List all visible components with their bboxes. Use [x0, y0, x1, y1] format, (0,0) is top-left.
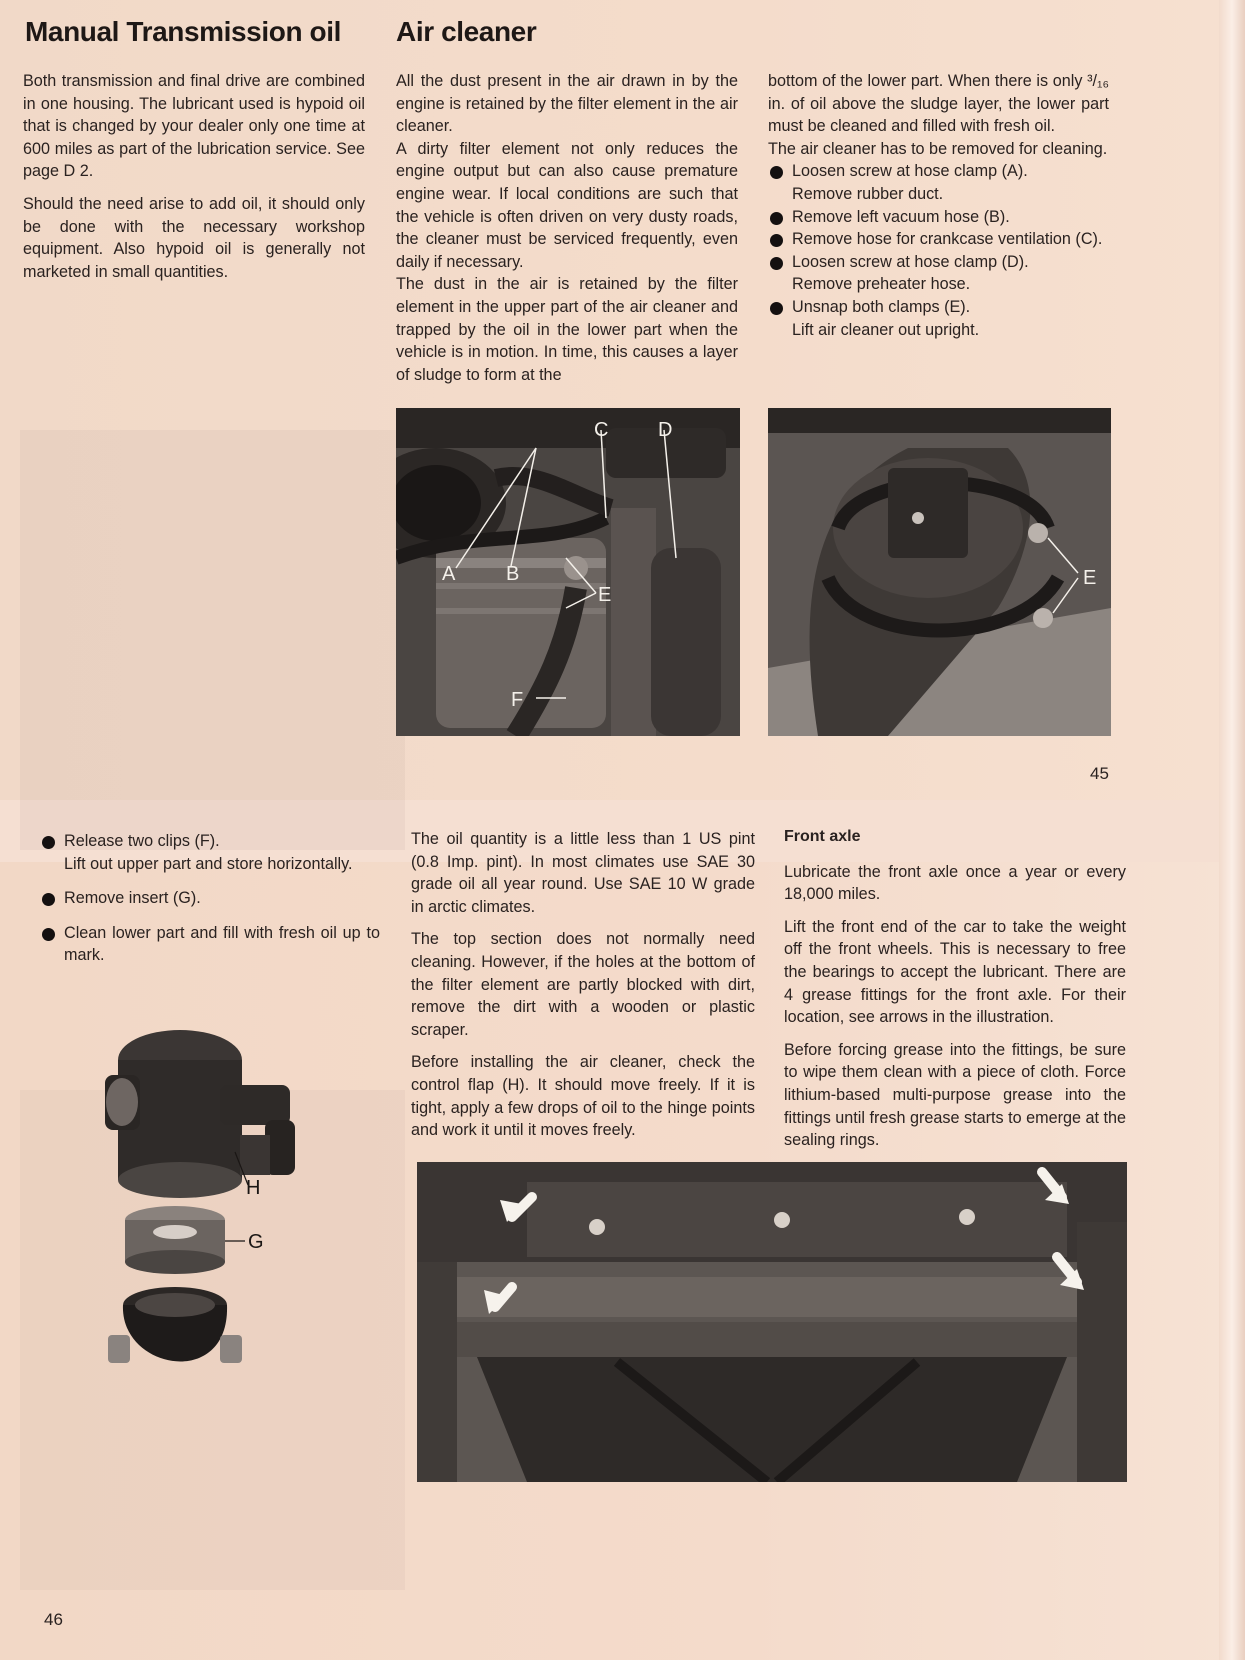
- step-item: Remove hose for crankcase ventilation (C).: [768, 228, 1109, 251]
- step-item: Loosen screw at hose clamp (D). Remove preheater hose.: [768, 251, 1109, 296]
- step-item: Clean lower part and fill with fresh oil up to mark.: [40, 922, 380, 967]
- step-item: Remove insert (G).: [40, 887, 380, 910]
- transmission-paragraph: Both transmission and final drive are combined in one housing. The lubricant used is hypoid oil that is changed by your dealer only one time at 600 miles as part of the lubrication service. See page D 2.: [23, 72, 365, 181]
- step-item: Release two clips (F). Lift out upper part and store horizontally.: [40, 830, 380, 875]
- cleaning-steps: [40, 830, 380, 967]
- air-cleaner-paragraph: All the dust present in the air drawn in by the engine is retained by the filter element in the air cleaner.: [396, 72, 738, 136]
- transmission-heading: Manual Transmission oil: [25, 16, 341, 47]
- label-a: A: [442, 563, 456, 585]
- air-cleaner-exploded-drawing: [100, 1020, 300, 1415]
- air-cleaner-column-1: [396, 70, 738, 386]
- air-cleaner-paragraph: The dust in the air is retained by the filter element in the upper part of the air cleaner and trapped by the oil in the lower part when the vehicle is in motion. In time, this causes a layer of sludge to form at the: [396, 275, 738, 384]
- front-axle-column: [784, 826, 1126, 1162]
- label-e: E: [1083, 567, 1097, 589]
- step-item: Unsnap both clamps (E). Lift air cleaner out upright.: [768, 296, 1109, 341]
- label-c: C: [594, 419, 609, 441]
- front-axle-paragraph: Lift the front end of the car to take the weight off the front wheels. This is necessary to free the bearings to accept the lubricant. There are 4 grease fittings for the front axle. For their location, see arrows in the illustration.: [784, 917, 1126, 1027]
- page-number-bottom: 46: [44, 1610, 63, 1629]
- oil-paragraph: Before installing the air cleaner, check the control flap (H). It should move freely. If it is tight, apply a few drops of oil to the hinge points and work it until it moves freely.: [411, 1053, 755, 1140]
- label-d: D: [658, 419, 673, 441]
- bottom-steps-column: [40, 830, 380, 967]
- air-cleaner-heading: Air cleaner: [396, 16, 537, 47]
- step-item: Remove left vacuum hose (B).: [768, 206, 1109, 229]
- front-axle-photo: [417, 1162, 1127, 1482]
- oil-paragraph: The oil quantity is a little less than 1 US pint (0.8 Imp. pint). In most climates use SAE 30 grade oil all year round. Use SAE 10 W grade in arctic climates.: [411, 830, 755, 916]
- page-edge: [1219, 0, 1245, 1660]
- label-e: E: [598, 584, 612, 606]
- label-b: B: [506, 563, 520, 585]
- air-cleaner-paragraph: A dirty filter element not only reduces the engine output but can also cause premature engine wear. If local conditions are such that the vehicle is often driven on very dusty roads, the cleaner must be serviced frequently, even daily if necessary.: [396, 139, 738, 271]
- air-cleaner-paragraph: bottom of the lower part. When there is only ³/₁₆ in. of oil above the sludge layer, the lower part must be cleaned and filled with fresh oil.: [768, 72, 1109, 136]
- transmission-column: [23, 70, 365, 293]
- label-f: F: [511, 689, 524, 711]
- transmission-paragraph: Should the need arise to add oil, it should only be done with the necessary workshop equipment. Also hypoid oil is generally not marketed in small quantities.: [23, 194, 365, 281]
- oil-column: [411, 828, 755, 1152]
- step-item: Loosen screw at hose clamp (A). Remove rubber duct.: [768, 160, 1109, 205]
- engine-bay-photo: [396, 408, 740, 736]
- air-cleaner-paragraph: The air cleaner has to be removed for cleaning.: [768, 139, 1108, 158]
- label-g: G: [248, 1231, 264, 1253]
- clamp-photo: [768, 408, 1111, 736]
- air-cleaner-column-2: [768, 70, 1109, 341]
- page-number-top: 45: [1090, 764, 1109, 783]
- removal-steps: [768, 160, 1109, 341]
- front-axle-heading: Front axle: [784, 828, 861, 845]
- oil-paragraph: The top section does not normally need cleaning. However, if the holes at the bottom of the filter element are partly blocked with dirt, remove the dirt with a wooden or plastic scraper.: [411, 930, 755, 1039]
- front-axle-paragraph: Lubricate the front axle once a year or every 18,000 miles.: [784, 862, 1126, 904]
- front-axle-paragraph: Before forcing grease into the fittings, be sure to wipe them clean with a piece of cloth. Force lithium-based multi-purpose grease into the fittings until fresh grease starts to emerge at the sealing rings.: [784, 1040, 1126, 1150]
- show-through-area: [20, 430, 405, 850]
- label-h: H: [246, 1177, 261, 1199]
